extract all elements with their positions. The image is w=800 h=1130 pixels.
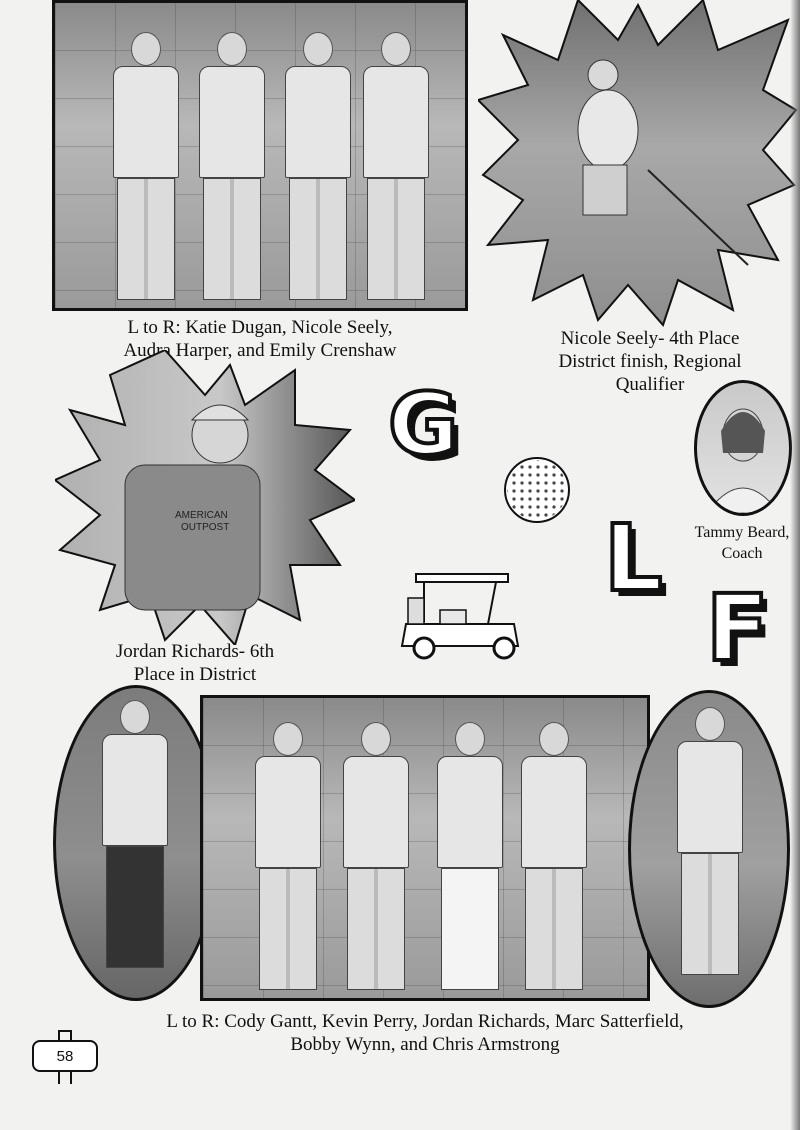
girls-team-photo: [52, 0, 468, 311]
jordan-caption: [80, 640, 310, 686]
caption-line: Nicole Seely- 4th Place: [560, 328, 740, 349]
team-member-figure: [102, 700, 168, 968]
golf-cart-icon: [400, 572, 525, 664]
team-member-figure: [285, 32, 351, 300]
coach-caption: [682, 522, 800, 564]
team-member-figure: [199, 32, 265, 300]
shirt-text: OUTPOST: [181, 522, 230, 533]
team-member-figure: [363, 32, 429, 300]
letter-g: G: [388, 375, 459, 475]
shirt-text: AMERICAN: [175, 510, 228, 521]
sign-post-icon: [58, 1030, 72, 1042]
coach-photo: [694, 380, 792, 516]
sign-post-icon: [58, 1070, 72, 1084]
starburst-shape: [478, 0, 796, 325]
team-member-figure: [255, 722, 321, 990]
letter-f: F: [706, 575, 769, 682]
team-member-figure: [521, 722, 587, 990]
boys-team-photo: [200, 695, 650, 1001]
golfer-legs: [583, 165, 627, 215]
caption-line: L to R: Cody Gantt, Kevin Perry, Jordan Richards, Marc Satterfield,: [166, 1011, 684, 1032]
team-member-figure: [113, 32, 179, 300]
team-member-figure: [677, 707, 743, 975]
team-member-figure: [437, 722, 503, 990]
caption-line: Jordan Richards- 6th: [115, 641, 275, 662]
coach-portrait: [697, 383, 789, 513]
caption-line: Coach: [721, 545, 763, 562]
golfer-figure: [578, 90, 638, 170]
golfer-head: [588, 60, 618, 90]
caption-line: L to R: Katie Dugan, Nicole Seely,: [127, 317, 393, 338]
boys-team-caption: [90, 1010, 760, 1056]
jordan-starburst-photo: [55, 350, 355, 645]
caption-line: Bobby Wynn, and Chris Armstrong: [290, 1034, 560, 1055]
page-number-sign: [32, 1040, 98, 1072]
jordan-torso: [125, 465, 260, 610]
caption-line: Audra Harper, and Emily Crenshaw: [123, 340, 397, 361]
team-member-figure: [343, 722, 409, 990]
page-number: 58: [56, 1047, 74, 1065]
golf-ball-icon: [502, 455, 572, 525]
caption-line: Tammy Beard,: [694, 524, 790, 541]
letter-l: L: [604, 505, 663, 612]
chris-armstrong-photo: [628, 690, 790, 1008]
caption-line: District finish, Regional: [558, 351, 742, 372]
caption-line: Qualifier: [615, 374, 685, 395]
cody-gantt-photo: [53, 685, 219, 1001]
binding-shadow: [790, 0, 800, 1130]
caption-line: Place in District: [133, 664, 257, 685]
nicole-starburst-photo: [478, 0, 798, 330]
